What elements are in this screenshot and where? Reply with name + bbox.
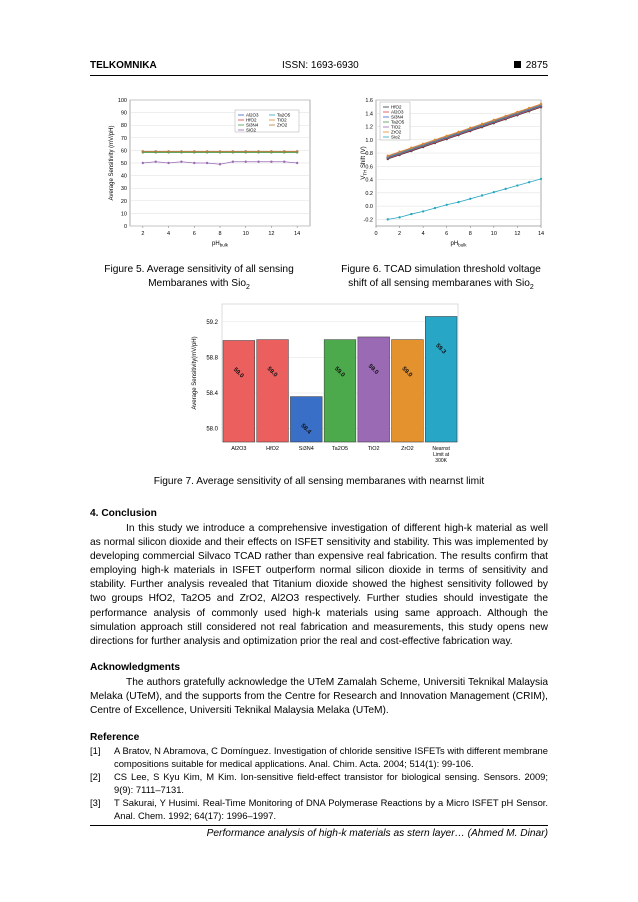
x-tick-label: 10 [490, 231, 497, 237]
y-tick-label: 90 [120, 110, 127, 117]
x-tick-label: 6 [445, 231, 449, 237]
data-point [469, 198, 471, 200]
data-point [481, 123, 483, 125]
reference-item: [2] CS Lee, S Kyu Kim, M Kim. Ion-sensitive field-effect transistor for biological sensing. Sensors. 2009; 9(9): 7111–7131. [90, 771, 548, 795]
x-tick-label: 14 [294, 231, 301, 237]
data-point [206, 162, 208, 164]
data-point [296, 162, 298, 164]
data-point [446, 204, 448, 206]
data-point [457, 201, 459, 203]
x-axis-label: $pH_{bulk}$ [450, 241, 467, 248]
y-tick-label: 59.2 [206, 319, 218, 326]
x-tick-label: 6 [192, 231, 196, 237]
data-point [180, 161, 182, 163]
legend-label: Al2O3 [246, 112, 259, 118]
x-tick-label: ZrO2 [401, 446, 414, 452]
y-tick-label: 40 [120, 173, 127, 180]
y-tick-label: 0.2 [365, 190, 373, 197]
figure-7-caption: Figure 7. Average sensitivity of all sensing membaranes with nearnst limit [153, 476, 485, 487]
x-tick-label: 4 [421, 231, 425, 237]
y-tick-label: -0.2 [363, 217, 373, 224]
bar-1 [257, 340, 289, 442]
y-tick-label: 80 [120, 123, 127, 130]
data-point [193, 150, 195, 152]
reference-item: [3] T Sakurai, Y Husimi. Real-Time Monitoring of DNA Polymerase Reactions by a Micro ISFET pH Sensor. Anal. Chem. 1992; 64(17): 1996–1997. [90, 797, 548, 821]
bar-3 [324, 340, 356, 442]
data-point [398, 216, 400, 218]
data-point [387, 218, 389, 220]
y-tick-label: 0.0 [365, 204, 373, 211]
legend-label: Si3N4 [246, 122, 259, 128]
data-label: 59.0 [333, 366, 346, 379]
y-tick-label: 70 [120, 135, 127, 142]
data-point [410, 213, 412, 215]
legend-label: SiO2 [246, 127, 257, 133]
data-point [232, 161, 234, 163]
legend-label: ZrO2 [277, 122, 288, 128]
y-tick-label: 58.4 [206, 391, 218, 398]
y-tick-label: 0.8 [365, 151, 373, 158]
legend-label: Si3N4 [391, 114, 404, 120]
legend-label: ZrO2 [391, 129, 402, 135]
y-tick-label: 10 [120, 211, 127, 218]
y-axis-label: Average Sensitivity (mV/pH) [109, 125, 115, 201]
x-tick-label: 4 [167, 231, 171, 237]
data-point [457, 131, 459, 133]
x-tick-label: Ta2O5 [331, 446, 349, 452]
data-point [142, 162, 144, 164]
data-point [142, 150, 144, 152]
bar-4 [358, 337, 390, 442]
figure-7-chart [182, 300, 462, 472]
data-point [296, 150, 298, 152]
data-point [245, 150, 247, 152]
data-point [422, 143, 424, 145]
y-tick-label: 1.4 [365, 111, 373, 118]
data-point [167, 162, 169, 164]
data-point [504, 115, 506, 117]
data-point [528, 107, 530, 109]
y-tick-label: 1.2 [365, 124, 373, 131]
x-axis-label: $pH_{bulk}$ [212, 241, 228, 248]
data-point [167, 150, 169, 152]
data-point [422, 210, 424, 212]
legend-label: Al2O3 [391, 109, 404, 115]
header-rule [90, 75, 548, 76]
footer-rule [90, 825, 548, 826]
data-label: 59.3 [434, 342, 447, 356]
reference-item: [1] A Bratov, N Abramova, C Domínguez. Investigation of chloride sensitive ISFETs with different membrane compositions suitable for medical applications. Anal. Chim. Acta. 2004; 514(1): 99-106. [90, 745, 548, 769]
y-tick-label: 0.6 [365, 164, 373, 171]
legend-label: Ta2O5 [391, 119, 405, 125]
conclusion-text: In this study we introduce a comprehensive investigation of different high-k material as well as normal silicon dioxide and their effects on ISFET sensitivity and stability. This was implemented by developing commercial Silvaco TCAD rather than expensive real fabrication. The results confirm that employing high-k materials in ISFET outperform normal silicon dioxide in terms of sensitivity and stability. Further analysis revealed that Titanium dioxide showed the highest sensitivity followed by two groups HfO2, Ta2O5 and ZrO2, Al2O3 respectively. Further studies should investigate the performance analysis of commonly used high-k materials using same approach. Although the simulation approach still considered not real fabrication and measurements, this study opens new directions for further analysis and optimization prior the real and cost-effective fabrication way. [90, 523, 548, 647]
figure-5-caption: Figure 5. Average sensitivity of all sensing Membaranes with Sio$_2$ [104, 264, 294, 292]
data-point [493, 191, 495, 193]
acknowledgments-heading: Acknowledgments [90, 662, 181, 673]
y-tick-label: 30 [120, 186, 127, 193]
x-tick-label: 8 [468, 231, 472, 237]
bar-5 [392, 340, 424, 442]
data-point [528, 181, 530, 183]
y-tick-label: 20 [120, 198, 127, 205]
figure-6-chart [356, 90, 546, 248]
issn: ISSN: 1693-6930 [282, 60, 359, 71]
reference-heading: Reference [90, 732, 140, 743]
x-tick-label: HfO2 [266, 446, 279, 452]
legend-label: TiO2 [277, 117, 287, 123]
y-tick-label: 100 [117, 98, 127, 104]
data-point [155, 161, 157, 163]
data-point [219, 150, 221, 152]
data-label: 59.0 [400, 366, 413, 379]
y-tick-label: 0 [123, 224, 127, 230]
x-tick-label: 14 [537, 231, 545, 237]
data-point [180, 150, 182, 152]
journal-name: TELKOMNIKA [90, 60, 157, 71]
bar-0 [223, 341, 255, 442]
y-axis-label: Average Sensitivity(mV/pH) [192, 336, 198, 410]
data-point [493, 119, 495, 121]
data-point [257, 150, 259, 152]
data-point [469, 127, 471, 129]
legend-label: Ta2O5 [277, 112, 291, 118]
x-tick-label: Nearnst [432, 446, 450, 452]
y-axis-label: $V_{TH}$ Shift (V) [361, 146, 368, 180]
legend-label: HfO2 [391, 104, 402, 110]
x-tick-label: 0 [374, 231, 378, 237]
data-label: 59.0 [265, 366, 279, 379]
data-point [410, 147, 412, 149]
data-point [270, 161, 272, 163]
x-tick-label: 10 [242, 231, 249, 237]
figure-5-chart [100, 90, 315, 248]
y-tick-label: 60 [120, 148, 127, 155]
legend-label: Sio2 [391, 134, 401, 140]
figure-6-caption: Figure 6. TCAD simulation threshold voltage shift of all sensing membaranes with Sio$_2$ [341, 264, 541, 292]
x-tick-label: 2 [398, 231, 402, 237]
data-point [155, 150, 157, 152]
bar-6 [425, 316, 457, 442]
data-point [516, 111, 518, 113]
data-label: 59.0 [231, 366, 245, 380]
x-tick-label: TiO2 [367, 446, 380, 452]
data-point [283, 161, 285, 163]
x-tick-label: 300K [435, 458, 447, 464]
conclusion-heading: 4. Conclusion [90, 508, 157, 519]
y-tick-label: 58.8 [206, 355, 218, 362]
data-point [232, 150, 234, 152]
acknowledgments-text: The authors gratefully acknowledge the UTeM Zamalah Scheme, Universiti Teknikal Malaysia Melaka (UTeM), and the supports from the Centre for Research and Innovation Management (CRIM), Centre of Excellence, Universiti Teknikal Malaysia Melaka (UTeM). [90, 677, 548, 717]
data-point [245, 161, 247, 163]
data-point [446, 135, 448, 137]
data-point [193, 162, 195, 164]
data-point [270, 150, 272, 152]
data-point [206, 150, 208, 152]
square-bullet-icon [514, 61, 521, 68]
data-point [540, 178, 542, 180]
data-label: 58.4 [299, 423, 312, 436]
y-tick-label: 0.4 [365, 177, 373, 184]
y-tick-label: 58.0 [206, 426, 218, 433]
legend-label: TiO2 [391, 124, 401, 130]
page-number: 2875 [514, 60, 548, 71]
data-point [434, 207, 436, 209]
data-point [481, 194, 483, 196]
x-tick-label: 12 [268, 231, 275, 237]
x-tick-label: Al2O3 [231, 446, 247, 452]
data-point [540, 103, 542, 105]
footer-text: Performance analysis of high-k materials as stern layer… (Ahmed M. Dinar) [206, 828, 548, 839]
data-point [257, 161, 259, 163]
data-point [504, 188, 506, 190]
x-tick-label: 8 [218, 231, 222, 237]
y-tick-label: 1.6 [365, 98, 373, 104]
x-tick-label: 2 [141, 231, 145, 237]
bar-2 [290, 397, 322, 442]
data-point [219, 163, 221, 165]
data-point [516, 184, 518, 186]
x-tick-label: Limit at [433, 452, 450, 458]
data-point [398, 151, 400, 153]
x-tick-label: 12 [514, 231, 521, 237]
data-point [283, 150, 285, 152]
y-tick-label: 1.0 [365, 137, 373, 144]
data-point [434, 139, 436, 141]
data-point [387, 155, 389, 157]
legend-label: HfO2 [246, 117, 257, 123]
y-tick-label: 50 [120, 161, 127, 167]
x-tick-label: Si3N4 [298, 446, 314, 452]
data-label: 59.0 [366, 363, 380, 376]
